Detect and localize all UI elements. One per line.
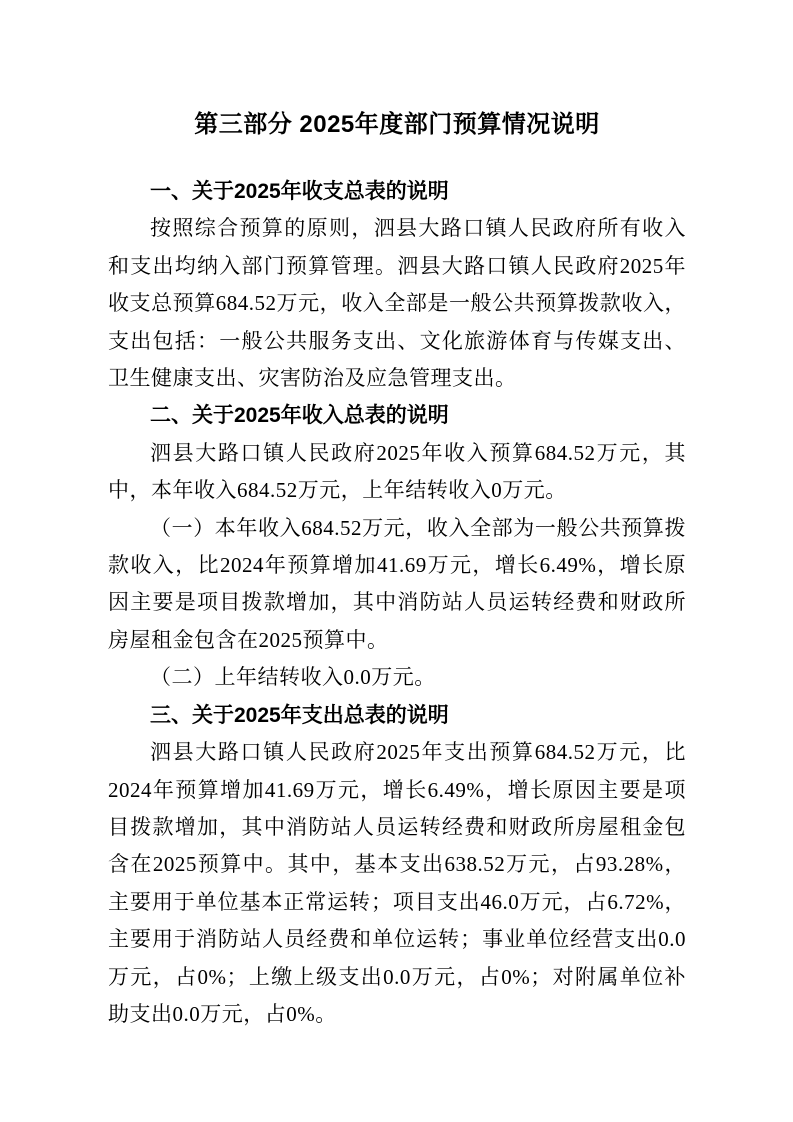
section-heading-income-summary: 二、关于2025年收入总表的说明 [150, 404, 449, 428]
document-title: 第三部分 2025年度部门预算情况说明 [194, 111, 600, 138]
paragraph-income-current-year: （一）本年收入684.52万元，收入全部为一般公共预算拨款收入，比2024年预算增加41.69万元，增长6.49%，增长原因主要是项目拨款增加，其中消防站人员运转经费和财政所房屋租金包含在2025预算中。 [108, 515, 686, 652]
document-content [108, 0, 686, 1033]
section-heading-expense-summary: 三、关于2025年支出总表的说明 [150, 703, 449, 727]
paragraph-income-total: 泗县大路口镇人民政府2025年收入预算684.52万元，其中，本年收入684.52万元，上年结转收入0万元。 [108, 440, 686, 503]
section-heading-income-expense-summary: 一、关于2025年收支总表的说明 [150, 180, 449, 203]
paragraph-income-expense-overview: 按照综合预算的原则，泗县大路口镇人民政府所有收入和支出均纳入部门预算管理。泗县大路口镇人民政府2025年收支总预算684.52万元，收入全部是一般公共预算拨款收入，支出包括：一般公共服务支出、文化旅游体育与传媒支出、卫生健康支出、灾害防治及应急管理支出。 [108, 216, 686, 391]
paragraph-expense-detail: 泗县大路口镇人民政府2025年支出预算684.52万元，比2024年预算增加41.69万元，增长6.49%，增长原因主要是项目拨款增加，其中消防站人员运转经费和财政所房屋租金包含在2025预算中。其中，基本支出638.52万元，占93.28%，主要用于单位基本正常运转；项目支出46.0万元，占6.72%，主要用于消防站人员经费和单位运转；事业单位经营支出0.0万元，占0%；上缴上级支出0.0万元，占0%；对附属单位补助支出0.0万元，占0%。 [108, 740, 686, 1026]
paragraph-income-carryover: （二）上年结转收入0.0万元。 [150, 665, 436, 690]
